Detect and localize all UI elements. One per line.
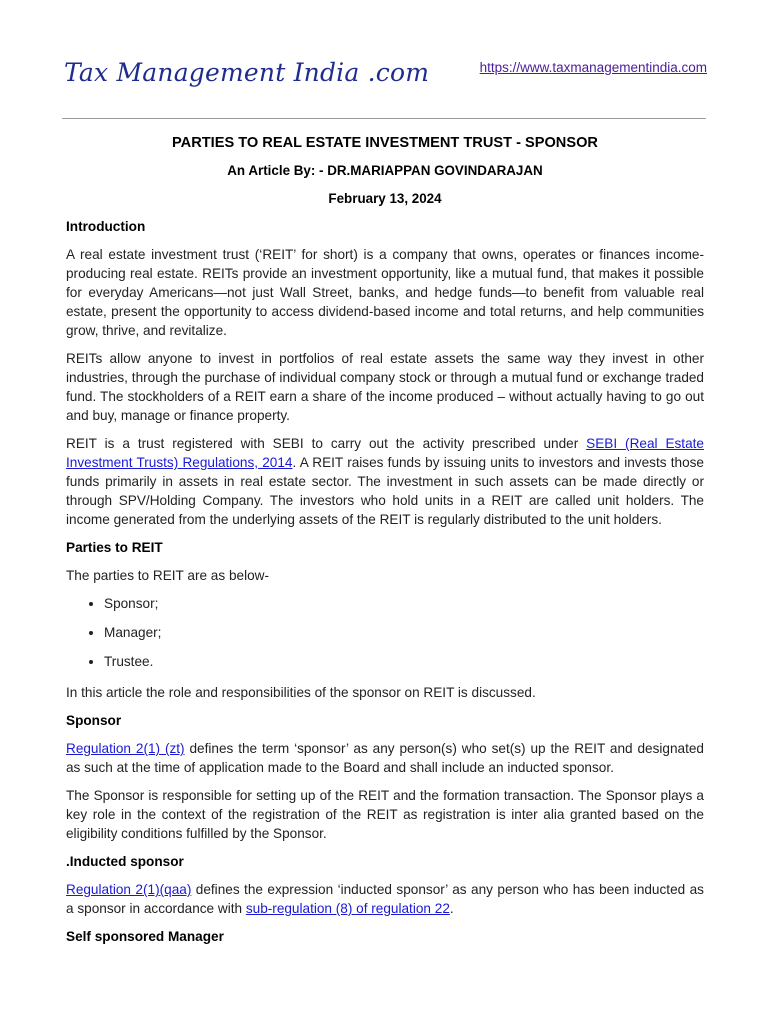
list-item: • Trustee. bbox=[104, 652, 704, 671]
section-heading-parties: Parties to REIT bbox=[66, 540, 163, 555]
sponsor-paragraph-2: The Sponsor is responsible for setting up of the REIT and the formation transaction. The Sponsor plays a key role in the context of the registration of the REIT as registration is inter alia granted based on the eligibility conditions fulfilled by the Sponsor. bbox=[66, 788, 704, 841]
inducted-paragraph-1 bbox=[66, 880, 704, 918]
sebi-regulations-link[interactable]: SEBI (Real Estate Investment Trusts) Regulations, 2014 bbox=[66, 436, 704, 470]
inducted-p1-text-post: . bbox=[449, 901, 454, 916]
intro-paragraph-1: A real estate investment trust (‘REIT’ for short) is a company that owns, operates or finances income-producing real estate. REITs provide an investment opportunity, like a mutual fund, that makes it possible for everyday Americans—not just Wall Street, banks, and hedge funds—to benefit from valuable real estate, present the opportunity to access dividend-based income and total returns, and help communities grow, thrive, and revitalize. bbox=[66, 247, 704, 338]
intro-paragraph-2: REITs allow anyone to invest in portfolios of real estate assets the same way they invest in other industries, through the purchase of individual company stock or through a mutual fund or exchange traded fund. The stockholders of a REIT earn a share of the income produced – without actually having to go out and buy, manage or finance property. bbox=[66, 351, 704, 423]
list-item: • Sponsor; bbox=[104, 594, 704, 613]
regulation-2-1-zt-link[interactable]: Regulation 2(1) (zt) bbox=[66, 741, 185, 756]
sub-regulation-8-link[interactable]: sub-regulation (8) of regulation 22 bbox=[245, 901, 450, 916]
section-heading-inducted-sponsor: .Inducted sponsor bbox=[66, 854, 184, 869]
section-heading-self-sponsored-manager: Self sponsored Manager bbox=[66, 929, 224, 944]
parties-list bbox=[66, 594, 704, 671]
intro-p3-text-post: . A REIT raises funds by issuing units to investors and invests those funds primarily in assets in real estate sector. The investment in such assets can be made directly or through SPV/Holding Company. The investors who hold units in a REIT are called unit holders. The income generated from the underlying assets of the REIT is regularly distributed to the unit holders. bbox=[66, 455, 704, 527]
article-byline: An Article By: - DR.MARIAPPAN GOVINDARAJAN bbox=[227, 163, 543, 178]
sponsor-p1-text: defines the term ‘sponsor’ as any person(s) who set(s) up the REIT and designated as such at the time of application made to the Board and shall include an inducted sponsor. bbox=[66, 741, 704, 775]
parties-outro: In this article the role and responsibilities of the sponsor on REIT is discussed. bbox=[66, 685, 536, 700]
section-heading-sponsor: Sponsor bbox=[66, 713, 122, 728]
site-logo-title: Tax Management India .com bbox=[64, 58, 430, 87]
intro-paragraph-3 bbox=[66, 434, 704, 529]
intro-p3-text-pre: REIT is a trust registered with SEBI to carry out the activity prescribed under bbox=[66, 436, 587, 451]
parties-intro: The parties to REIT are as below- bbox=[66, 568, 269, 583]
inducted-p1-text-mid: defines the expression ‘inducted sponsor’ as any person who has been inducted as a sponsor in accordance with bbox=[66, 882, 704, 916]
header-divider bbox=[62, 118, 706, 119]
list-item: • Manager; bbox=[104, 623, 704, 642]
article-title: PARTIES TO REAL ESTATE INVESTMENT TRUST - SPONSOR bbox=[172, 135, 598, 151]
article-date: February 13, 2024 bbox=[328, 191, 442, 206]
section-heading-introduction: Introduction bbox=[66, 219, 146, 234]
sponsor-paragraph-1 bbox=[66, 739, 704, 777]
article-body bbox=[66, 133, 704, 955]
site-url-link[interactable]: https://www.taxmanagementindia.com bbox=[479, 60, 707, 75]
regulation-2-1-qaa-link[interactable]: Regulation 2(1)(qaa) bbox=[66, 882, 192, 897]
